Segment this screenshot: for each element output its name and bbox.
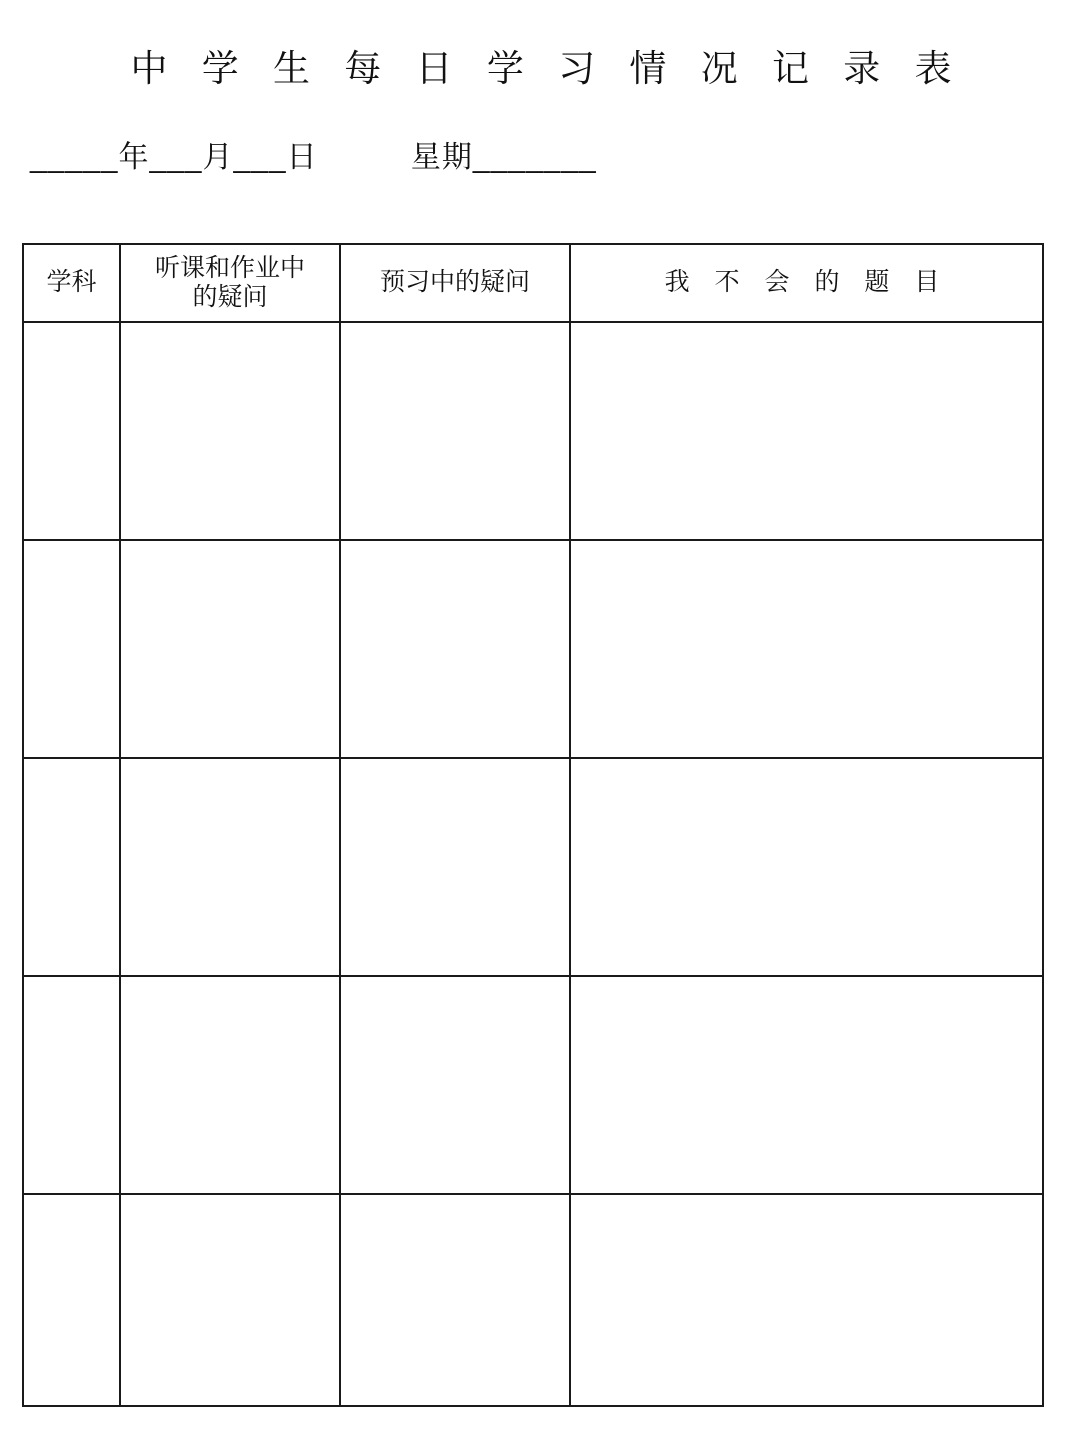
cell-subject[interactable] [23, 322, 120, 540]
cell-unknown-problems[interactable] [570, 1194, 1043, 1406]
cell-unknown-problems[interactable] [570, 758, 1043, 976]
record-table [22, 243, 1044, 1407]
day-blank[interactable]: ___ [233, 141, 287, 174]
weekday-label: 星期 [410, 141, 473, 174]
year-label: 年 [118, 141, 150, 174]
cell-preview-question[interactable] [340, 976, 570, 1194]
cell-unknown-problems[interactable] [570, 540, 1043, 758]
cell-class-question[interactable] [120, 322, 340, 540]
column-header-unknown-problems: 我 不 会 的 题 目 [570, 244, 1043, 322]
cell-class-question[interactable] [120, 976, 340, 1194]
month-blank[interactable]: ___ [149, 141, 203, 174]
table-row [23, 1194, 1043, 1406]
cell-preview-question[interactable] [340, 540, 570, 758]
day-label: 日 [286, 141, 318, 174]
cell-preview-question[interactable] [340, 1194, 570, 1406]
table-row [23, 976, 1043, 1194]
table-row [23, 540, 1043, 758]
table-header [23, 244, 1043, 322]
date-weekday-spacer [318, 141, 411, 175]
table-header-row [23, 244, 1043, 322]
cell-subject[interactable] [23, 758, 120, 976]
cell-subject[interactable] [23, 976, 120, 1194]
month-label: 月 [202, 141, 234, 174]
column-header-subject: 学科 [23, 244, 120, 322]
column-header-preview-question: 预习中的疑问 [340, 244, 570, 322]
column-header-class-question-line1: 听课和作业中 [154, 253, 305, 282]
date-line [0, 92, 1080, 176]
column-header-class-question [120, 244, 340, 322]
column-header-class-question-line2: 的疑问 [192, 283, 268, 311]
year-blank[interactable]: _____ [30, 141, 119, 174]
record-table-wrapper [22, 243, 1034, 1407]
cell-unknown-problems[interactable] [570, 322, 1043, 540]
table-body [23, 322, 1043, 1406]
page-title: 中 学 生 每 日 学 习 情 况 记 录 表 [130, 48, 964, 89]
cell-class-question[interactable] [120, 1194, 340, 1406]
table-row [23, 322, 1043, 540]
cell-preview-question[interactable] [340, 322, 570, 540]
weekday-blank[interactable]: _______ [472, 141, 597, 174]
cell-unknown-problems[interactable] [570, 976, 1043, 1194]
cell-class-question[interactable] [120, 758, 340, 976]
table-row [23, 758, 1043, 976]
cell-subject[interactable] [23, 1194, 120, 1406]
cell-subject[interactable] [23, 540, 120, 758]
cell-class-question[interactable] [120, 540, 340, 758]
cell-preview-question[interactable] [340, 758, 570, 976]
